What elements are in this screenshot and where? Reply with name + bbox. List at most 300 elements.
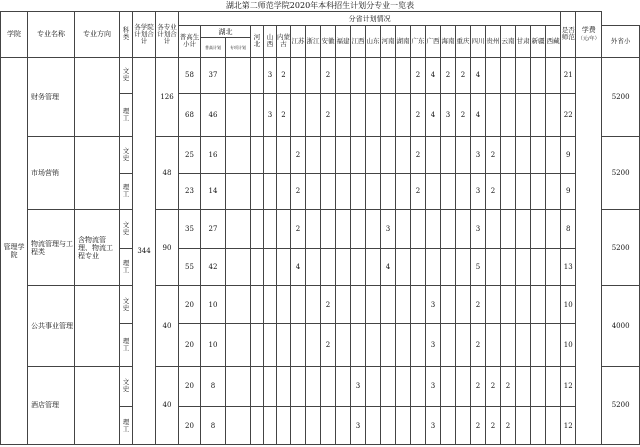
province-count: [546, 94, 561, 137]
province-count: [277, 173, 291, 210]
general-subtotal: 25: [179, 136, 201, 173]
province-count: [306, 286, 321, 324]
province-count: [546, 366, 561, 407]
province-count: 2: [471, 286, 486, 324]
province-count: [501, 248, 516, 286]
province-count: [396, 248, 411, 286]
hubei-special: [226, 210, 251, 249]
out-subtotal: 10: [561, 286, 576, 324]
province-count: [516, 286, 531, 324]
province-count: [321, 173, 336, 210]
province-count: [277, 286, 291, 324]
province-count: [351, 286, 366, 324]
header-provinces-title: 分省计划情况: [179, 12, 561, 26]
province-count: 2: [471, 366, 486, 407]
province-count: [456, 173, 471, 210]
province-count: [251, 407, 264, 445]
table-row: [1, 210, 640, 249]
page-title: 湖北第二师范学院2020年本科招生计划分专业一览表: [225, 1, 415, 10]
province-count: 2: [291, 210, 306, 249]
province-count: [321, 136, 336, 173]
table-row: [1, 57, 640, 94]
province-count: [516, 323, 531, 366]
province-count: [306, 136, 321, 173]
province-count: [531, 323, 546, 366]
province-count: 3: [381, 210, 396, 249]
province-count: [351, 57, 366, 94]
fee: 5200: [602, 366, 640, 444]
province-count: 2: [321, 323, 336, 366]
category: 理工: [120, 173, 133, 210]
province-count: [441, 136, 456, 173]
province-count: 4: [426, 57, 441, 94]
province-count: [426, 136, 441, 173]
province-count: [456, 286, 471, 324]
province-count: [441, 286, 456, 324]
province-count: [366, 57, 381, 94]
province-count: [396, 407, 411, 445]
province-count: [486, 210, 501, 249]
province-count: [277, 366, 291, 407]
province-count: [441, 323, 456, 366]
general-subtotal: 55: [179, 248, 201, 286]
province-count: 2: [291, 136, 306, 173]
hubei-special: [226, 366, 251, 407]
province-count: [411, 323, 426, 366]
province-count: [351, 248, 366, 286]
province-count: [546, 323, 561, 366]
province-count: [456, 136, 471, 173]
out-subtotal: 8: [561, 210, 576, 249]
province-count: [516, 407, 531, 445]
province-count: [546, 407, 561, 445]
province-count: [251, 136, 264, 173]
province-count: [277, 407, 291, 445]
province-count: [336, 366, 351, 407]
category: 理工: [120, 94, 133, 137]
province-count: 3: [264, 57, 277, 94]
province-count: [381, 286, 396, 324]
province-count: [516, 366, 531, 407]
province-count: [251, 57, 264, 94]
province-count: [456, 323, 471, 366]
out-subtotal: 21: [561, 57, 576, 94]
province-count: [306, 94, 321, 137]
header-province: 贵州: [486, 26, 501, 57]
major-name: 酒店管理: [28, 366, 75, 444]
province-count: [251, 323, 264, 366]
major-name: 公共事业管理: [28, 286, 75, 366]
province-count: [291, 407, 306, 445]
normal-flag: [576, 57, 602, 444]
province-count: [531, 94, 546, 137]
province-count: [486, 323, 501, 366]
province-count: 5: [471, 248, 486, 286]
out-subtotal: 9: [561, 173, 576, 210]
province-count: [396, 57, 411, 94]
header-province: 山东: [366, 26, 381, 57]
province-count: 2: [441, 57, 456, 94]
province-count: [264, 407, 277, 445]
province-count: [306, 323, 321, 366]
province-count: 3: [441, 94, 456, 137]
province-count: [396, 173, 411, 210]
category: 文史: [120, 286, 133, 324]
general-subtotal: 20: [179, 407, 201, 445]
hubei-general: 42: [201, 248, 226, 286]
province-count: 4: [291, 248, 306, 286]
province-count: 2: [486, 407, 501, 445]
province-count: [321, 366, 336, 407]
province-count: 2: [501, 366, 516, 407]
header-general-subtotal: 普高生小计: [179, 26, 201, 57]
major-total: 90: [156, 210, 179, 286]
header-fee-unit: （元/年）: [577, 35, 600, 42]
province-count: 2: [456, 94, 471, 137]
province-count: [351, 210, 366, 249]
header-fee: [576, 12, 602, 58]
province-count: [546, 286, 561, 324]
province-count: 2: [456, 57, 471, 94]
province-count: [381, 407, 396, 445]
province-count: 2: [486, 366, 501, 407]
province-count: [366, 248, 381, 286]
category: 理工: [120, 323, 133, 366]
hubei-special: [226, 57, 251, 94]
province-count: [351, 173, 366, 210]
header-province: 广西: [426, 26, 441, 57]
province-count: [351, 94, 366, 137]
header-direction: 专业方向: [75, 12, 120, 58]
hubei-general: 16: [201, 136, 226, 173]
header-row-1: [1, 12, 640, 26]
province-count: [501, 173, 516, 210]
province-count: [306, 210, 321, 249]
out-subtotal: 12: [561, 407, 576, 445]
header-normal: 是否师范: [561, 12, 576, 58]
province-count: 2: [411, 173, 426, 210]
province-count: 2: [277, 94, 291, 137]
province-count: [366, 94, 381, 137]
header-province: 重庆: [456, 26, 471, 57]
province-count: 3: [426, 286, 441, 324]
province-count: [531, 248, 546, 286]
header-college-total: 各学院计划合计: [133, 12, 156, 58]
province-count: [486, 286, 501, 324]
province-count: 4: [426, 94, 441, 137]
province-count: [531, 136, 546, 173]
province-count: [456, 407, 471, 445]
header-province: 新疆: [531, 26, 546, 57]
province-count: [306, 407, 321, 445]
province-count: 2: [471, 323, 486, 366]
province-count: [546, 248, 561, 286]
header-province: 湖南: [396, 26, 411, 57]
province-count: [516, 94, 531, 137]
province-count: [501, 94, 516, 137]
province-count: [486, 94, 501, 137]
province-count: [251, 94, 264, 137]
province-count: [396, 94, 411, 137]
province-count: [264, 366, 277, 407]
province-count: [441, 210, 456, 249]
header-province: 云南: [501, 26, 516, 57]
header-province: 河南: [381, 26, 396, 57]
province-count: [366, 407, 381, 445]
province-count: [306, 248, 321, 286]
general-subtotal: 68: [179, 94, 201, 137]
province-count: [426, 173, 441, 210]
province-count: [336, 407, 351, 445]
header-province: 江苏: [291, 26, 306, 57]
province-count: [381, 94, 396, 137]
province-count: [321, 248, 336, 286]
province-count: [291, 57, 306, 94]
province-count: [456, 210, 471, 249]
province-count: [546, 173, 561, 210]
header-major: 专业名称: [28, 12, 75, 58]
province-count: [396, 136, 411, 173]
province-count: [264, 248, 277, 286]
province-count: [531, 173, 546, 210]
province-count: [546, 57, 561, 94]
province-count: [426, 248, 441, 286]
province-count: 3: [426, 407, 441, 445]
province-count: [306, 57, 321, 94]
province-count: [251, 210, 264, 249]
province-count: [411, 407, 426, 445]
province-count: [546, 210, 561, 249]
province-count: [336, 173, 351, 210]
hubei-general: 8: [201, 407, 226, 445]
province-count: 4: [471, 94, 486, 137]
province-count: 3: [471, 136, 486, 173]
province-count: [351, 323, 366, 366]
general-subtotal: 20: [179, 366, 201, 407]
province-count: [277, 323, 291, 366]
province-count: 2: [411, 94, 426, 137]
enrollment-plan-table: [0, 11, 640, 445]
province-count: [516, 210, 531, 249]
major-direction: [75, 286, 120, 366]
province-count: [546, 136, 561, 173]
major-direction: 含物流管理、物流工程专业: [75, 210, 120, 286]
category: 文史: [120, 57, 133, 94]
province-count: 3: [426, 366, 441, 407]
fee: 5200: [602, 136, 640, 209]
province-count: [531, 210, 546, 249]
province-count: [366, 366, 381, 407]
province-count: [501, 323, 516, 366]
category: 文史: [120, 136, 133, 173]
province-count: [396, 366, 411, 407]
province-count: 3: [351, 366, 366, 407]
province-count: [531, 407, 546, 445]
province-count: [366, 136, 381, 173]
province-count: [336, 248, 351, 286]
province-count: 3: [264, 94, 277, 137]
province-count: 2: [486, 136, 501, 173]
header-college: 学院: [1, 12, 28, 58]
fee: 4000: [602, 286, 640, 366]
hubei-general: 37: [201, 57, 226, 94]
province-count: [366, 210, 381, 249]
province-count: [336, 94, 351, 137]
province-count: 2: [411, 136, 426, 173]
province-count: [291, 286, 306, 324]
header-province: 内蒙古: [277, 26, 291, 57]
province-count: 2: [321, 286, 336, 324]
province-count: [251, 286, 264, 324]
category: 文史: [120, 210, 133, 249]
province-count: [516, 248, 531, 286]
major-total: 126: [156, 57, 179, 136]
province-count: [366, 173, 381, 210]
table-row: [1, 136, 640, 173]
category: 理工: [120, 248, 133, 286]
province-count: 2: [486, 173, 501, 210]
hubei-special: [226, 136, 251, 173]
province-count: [441, 366, 456, 407]
out-subtotal: 22: [561, 94, 576, 137]
hubei-special: [226, 323, 251, 366]
province-count: [456, 366, 471, 407]
province-count: [441, 173, 456, 210]
province-count: [277, 210, 291, 249]
province-count: [501, 57, 516, 94]
province-count: [501, 210, 516, 249]
hubei-special: [226, 94, 251, 137]
province-count: [486, 57, 501, 94]
header-province: 甘肃: [516, 26, 531, 57]
major-name: 财务管理: [28, 57, 75, 136]
table-row: [1, 366, 640, 407]
province-count: [516, 136, 531, 173]
province-count: 2: [321, 94, 336, 137]
major-total: 48: [156, 136, 179, 209]
major-name: 物流管理与工程类: [28, 210, 75, 286]
hubei-general: 10: [201, 323, 226, 366]
major-direction: [75, 136, 120, 209]
province-count: [264, 210, 277, 249]
out-subtotal: 12: [561, 366, 576, 407]
province-count: [456, 248, 471, 286]
hubei-special: [226, 407, 251, 445]
province-count: [264, 136, 277, 173]
out-subtotal: 9: [561, 136, 576, 173]
province-count: [291, 366, 306, 407]
header-province: 浙江: [306, 26, 321, 57]
category: 理工: [120, 407, 133, 445]
province-count: 2: [321, 57, 336, 94]
province-count: [381, 136, 396, 173]
out-subtotal: 13: [561, 248, 576, 286]
province-count: [336, 136, 351, 173]
province-count: [411, 366, 426, 407]
province-count: [381, 57, 396, 94]
province-count: [516, 57, 531, 94]
province-count: [264, 173, 277, 210]
header-hubei-special: 专项计划: [226, 38, 251, 57]
header-fee-label: 学费: [581, 25, 596, 34]
general-subtotal: 23: [179, 173, 201, 210]
province-count: [396, 286, 411, 324]
header-province: 安徽: [321, 26, 336, 57]
province-count: 4: [381, 248, 396, 286]
province-count: [277, 136, 291, 173]
province-count: [531, 286, 546, 324]
province-count: [396, 323, 411, 366]
general-subtotal: 20: [179, 286, 201, 324]
province-count: 3: [471, 210, 486, 249]
province-count: [411, 210, 426, 249]
province-count: [291, 323, 306, 366]
major-total: 40: [156, 366, 179, 444]
hubei-special: [226, 286, 251, 324]
province-count: [277, 248, 291, 286]
general-subtotal: 20: [179, 323, 201, 366]
province-count: [501, 286, 516, 324]
major-direction: [75, 366, 120, 444]
category: 文史: [120, 366, 133, 407]
province-count: [336, 323, 351, 366]
college-name: 管理学院: [1, 57, 28, 444]
province-count: 3: [351, 407, 366, 445]
province-count: 2: [291, 173, 306, 210]
province-count: 2: [411, 57, 426, 94]
province-count: [381, 366, 396, 407]
header-major-total: 各专业计划合计: [156, 12, 179, 58]
province-count: [251, 173, 264, 210]
province-count: 2: [501, 407, 516, 445]
header-province: 福建: [336, 26, 351, 57]
fee: 5200: [602, 57, 640, 136]
major-direction: [75, 57, 120, 136]
hubei-general: 10: [201, 286, 226, 324]
province-count: [531, 57, 546, 94]
header-province: 河北: [251, 26, 264, 57]
header-out-subtotal: 外省小: [602, 26, 640, 57]
header-province: 江西: [351, 26, 366, 57]
province-count: [291, 94, 306, 137]
hubei-general: 27: [201, 210, 226, 249]
hubei-general: 8: [201, 366, 226, 407]
province-count: [531, 366, 546, 407]
major-name: 市场营销: [28, 136, 75, 209]
province-count: [321, 407, 336, 445]
province-count: 2: [277, 57, 291, 94]
general-subtotal: 35: [179, 210, 201, 249]
header-hubei-general: 普高计划: [201, 38, 226, 57]
table-row: [1, 286, 640, 324]
province-count: [251, 366, 264, 407]
fee: 5200: [602, 210, 640, 286]
college-total: 344: [133, 57, 156, 444]
province-count: [366, 286, 381, 324]
province-count: [411, 286, 426, 324]
header-province: 西藏: [546, 26, 561, 57]
header-province: 广东: [411, 26, 426, 57]
header-province: 四川: [471, 26, 486, 57]
province-count: [381, 323, 396, 366]
province-count: 4: [471, 57, 486, 94]
province-count: 2: [471, 407, 486, 445]
province-count: [516, 173, 531, 210]
province-count: [441, 248, 456, 286]
province-count: [426, 210, 441, 249]
province-count: [306, 366, 321, 407]
province-count: [321, 210, 336, 249]
